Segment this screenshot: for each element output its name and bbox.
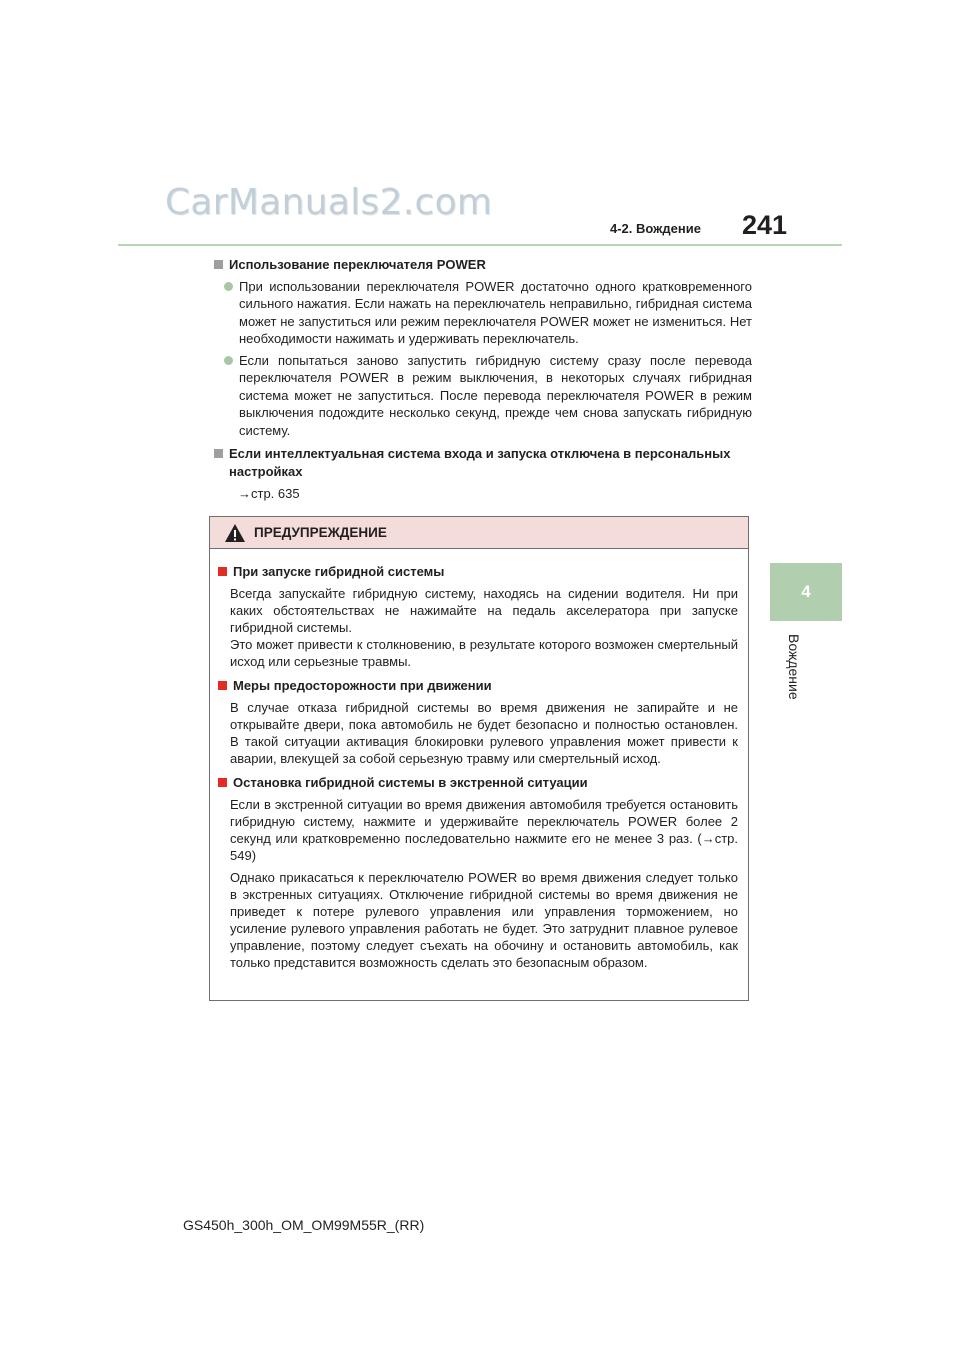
warning-subheader [218, 677, 738, 694]
smart-entry-header [212, 445, 752, 480]
red-square-icon [218, 681, 227, 690]
section-title: 4-2. Вождение [610, 221, 701, 236]
page-number: 241 [742, 210, 788, 240]
square-bullet-icon [214, 260, 223, 269]
warning-subheader [218, 774, 738, 791]
paragraph-text: Всегда запускайте гибридную систему, находясь на сидении водителя. Ни при каких обстоятельствах не нажимайте на педаль акселератора при запуске гибридной системы. [230, 586, 738, 635]
footer-model-code: GS450h_300h_OM_OM99M55R_(RR) [183, 1217, 425, 1233]
warning-paragraph: Если в экстренной ситуации во время движения автомобиля требуется остановить гибридную систему, нажмите и удерживайте переключатель POWER более 2 секунд или кратковременно последовательно нажмите его не менее 3 раз. (→стр. 549) [230, 797, 738, 863]
red-square-icon [218, 778, 227, 787]
warning-paragraph [218, 585, 738, 670]
chapter-label: Вождение [786, 634, 802, 700]
subheader-text: Меры предосторожности при движении [233, 678, 492, 693]
warning-subheader [218, 563, 738, 580]
round-bullet-icon [224, 356, 233, 365]
bullet-text: При использовании переключателя POWER достаточно одного кратковременного сильного нажатия. Если нажать на переключатель неправильно, гибридная система может не запуститься или режим переключателя POWER может не измениться. Нет необходимости нажимать и удерживать переключатель. [239, 278, 752, 346]
warning-paragraph: В случае отказа гибридной системы во время движения не запирайте и не открывайте двери, пока автомобиль не будет безопасно и полностью остановлен. В такой ситуации активация блокировки рулевого управления может привести к аварии, влекущей за собой серьезную травму или смертельный исход. [230, 700, 738, 766]
bullet-text: Если попытаться заново запустить гибридную систему сразу после перевода переключателя POWER в режим выключения, в некоторых случаях гибридная система может не запуститься. После перевода переключателя POWER в режим выключения подождите несколько секунд, прежде чем снова запускать гибридную систему. [239, 352, 752, 438]
round-bullet-icon [224, 282, 233, 291]
subheader-text: Остановка гибридной системы в экстренной ситуации [233, 775, 588, 790]
warning-triangle-icon [224, 523, 246, 543]
chapter-number: 4 [801, 582, 811, 601]
warning-header [210, 517, 748, 549]
power-section-header [212, 256, 752, 274]
warning-title: ПРЕДУПРЕЖДЕНИЕ [254, 525, 387, 540]
warning-box [209, 516, 749, 1001]
bullet-item [212, 278, 752, 348]
page-reference-link[interactable]: →стр. 635 [238, 486, 300, 501]
subheader-text: При запуске гибридной системы [233, 564, 445, 579]
power-header-text: Использование переключателя POWER [229, 257, 486, 272]
bullet-item [212, 352, 752, 440]
warning-body [210, 549, 748, 971]
warning-paragraph: Однако прикасаться к переключателю POWER во время движения следует только в экстренных ситуациях. Отключение гибридной системы во время движения не приведет к потере рулевого управления или управления торможением, но усиление рулевого управления работать не будет. Это затруднит плавное рулевое управление, поэтому следует съехать на обочину и остановить автомобиль, как только представится возможность сделать это безопасным образом. [230, 870, 738, 970]
smart-header-text: Если интеллектуальная система входа и запуска отключена в персональных настройках [229, 446, 731, 479]
header-divider [118, 244, 842, 246]
main-content [212, 256, 752, 503]
chapter-tab[interactable] [770, 563, 842, 621]
red-square-icon [218, 567, 227, 576]
paragraph-text: Это может привести к столкновению, в результате которого возможен смертельный исход или серьезные травмы. [230, 637, 738, 669]
watermark-logo: CarManuals2.com [165, 182, 493, 223]
square-bullet-icon [214, 449, 223, 458]
